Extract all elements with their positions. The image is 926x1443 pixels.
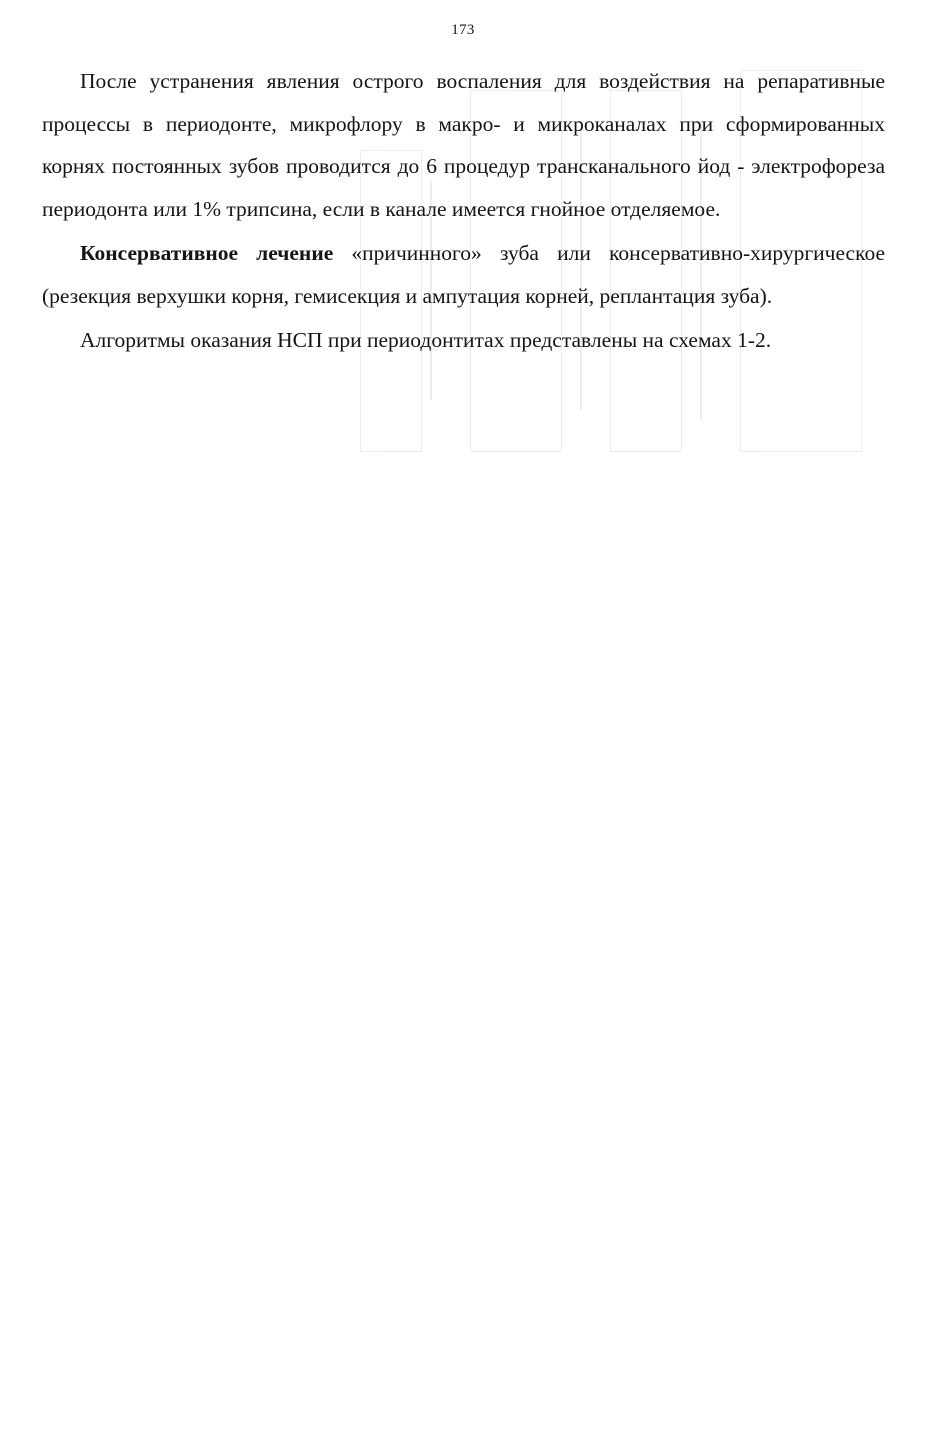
bold-term: Консервативное лечение	[80, 241, 334, 265]
body-text	[42, 60, 885, 362]
paragraph-physiotherapy: После устранения явления острого воспаления для воздействия на репаративные процессы в периодонте, микрофлору в макро- и микроканалах при сформированных корнях постоянных зубов проводится до 6 процедур трансканального йод - электрофореза периодонта или 1% трипсина, если в канале имеется гнойное отделяемое.	[42, 69, 885, 221]
paragraph-algorithms: Алгоритмы оказания НСП при периодонтитах представлены на схемах 1-2.	[80, 328, 772, 352]
paragraph-conservative-treatment	[42, 232, 885, 317]
page-number: 173	[451, 22, 475, 38]
paragraph-text: «причинного» зуба или консервативно-хирургическое (резекция верхушки корня, гемисекция и ампутация корней, реплантация зуба).	[42, 241, 886, 308]
